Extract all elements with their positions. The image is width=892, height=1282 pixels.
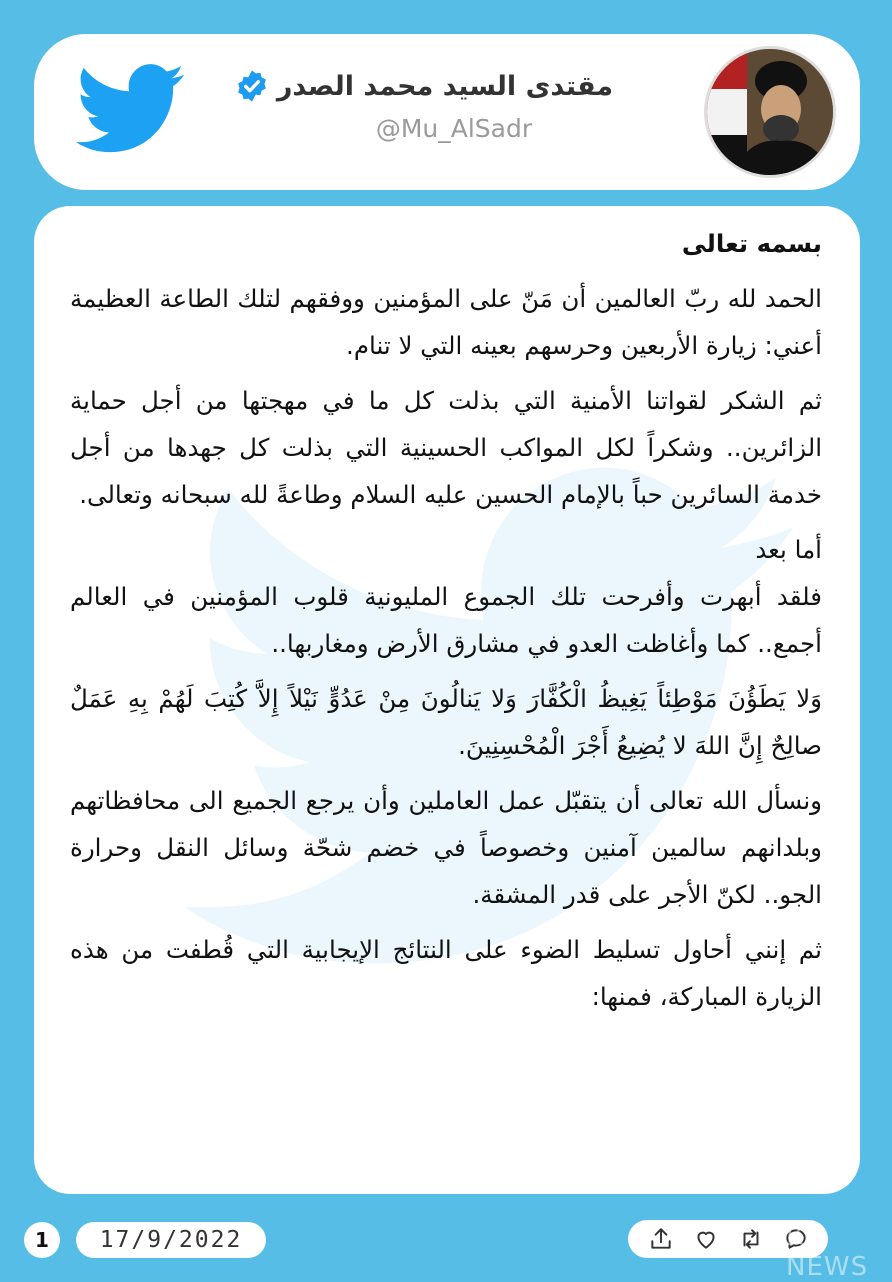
user-handle[interactable]: @Mu_AlSadr xyxy=(375,114,533,143)
tweet-heading: بسمه تعالى xyxy=(681,229,822,258)
tweet-paragraph: ثم الشكر لقواتنا الأمنية التي بذلت كل ما في مهجتها من أجل حماية الزائرين.. وشكراً لكل المواكب الحسينية التي بذلت كل جهدها من أجل خدمة السائرين حباً بالإمام الحسين عليه السلام وطاعةً لله سبحانه وتعالى. xyxy=(70,386,822,509)
tweet-date: 17/9/2022 xyxy=(76,1222,266,1258)
quran-verse: وَلا يَطَؤُنَ مَوْطِئاً يَغِيظُ الْكُفَّارَ وَلا يَنالُونَ مِنْ عَدُوٍّ نَيْلاً إِلاَّ كُتِبَ لَهُمْ بِهِ عَمَلٌ صالِحٌ إِنَّ اللهَ لا يُضِيعُ أَجْرَ الْمُحْسِنِينَ. xyxy=(70,684,822,760)
tweet-body-card xyxy=(34,206,860,1194)
avatar[interactable] xyxy=(704,46,836,178)
avatar-image xyxy=(707,49,833,175)
tweet-paragraph: ونسأل الله تعالى أن يتقبّل عمل العاملين وأن يرجع الجميع الى محافظاتهم وبلدانهم سالمين آمنين وخصوصاً في خضم شحّة وسائل النقل وحرارة الجو.. لكنّ الأجر على قدر المشقة. xyxy=(70,786,822,909)
tweet-paragraph: الحمد لله ربّ العالمين أن مَنّ على المؤمنين ووفقهم لتلك الطاعة العظيمة أعني: زيارة الأربعين وحرسهم بعينه التي لا تنام. xyxy=(70,284,822,360)
tweet-paragraph: فلقد أبهرت وأفرحت تلك الجموع المليونية قلوب المؤمنين في العالم أجمع.. كما وأغاظت العدو في مشارق الأرض ومغاربها.. xyxy=(70,582,822,658)
display-name[interactable]: مقتدى السيد محمد الصدر xyxy=(276,70,614,102)
brand-watermark: IQ NEWS xyxy=(786,1222,869,1282)
tweet-subheading: أما بعد xyxy=(755,535,822,564)
name-row xyxy=(224,64,624,108)
share-icon[interactable] xyxy=(648,1226,674,1252)
like-heart-icon[interactable] xyxy=(693,1226,719,1252)
profile-header xyxy=(34,34,860,190)
tweet-text xyxy=(70,220,822,1028)
footer-bar xyxy=(0,1212,892,1282)
page-number-badge: 1 xyxy=(24,1222,60,1258)
retweet-icon[interactable] xyxy=(738,1226,764,1252)
verified-badge-icon xyxy=(235,69,269,103)
twitter-bird-icon xyxy=(76,64,186,156)
tweet-paragraph: ثم إنني أحاول تسليط الضوء على النتائج الإيجابية التي قُطفت من هذه الزيارة المباركة، فمنها: xyxy=(70,935,822,1011)
